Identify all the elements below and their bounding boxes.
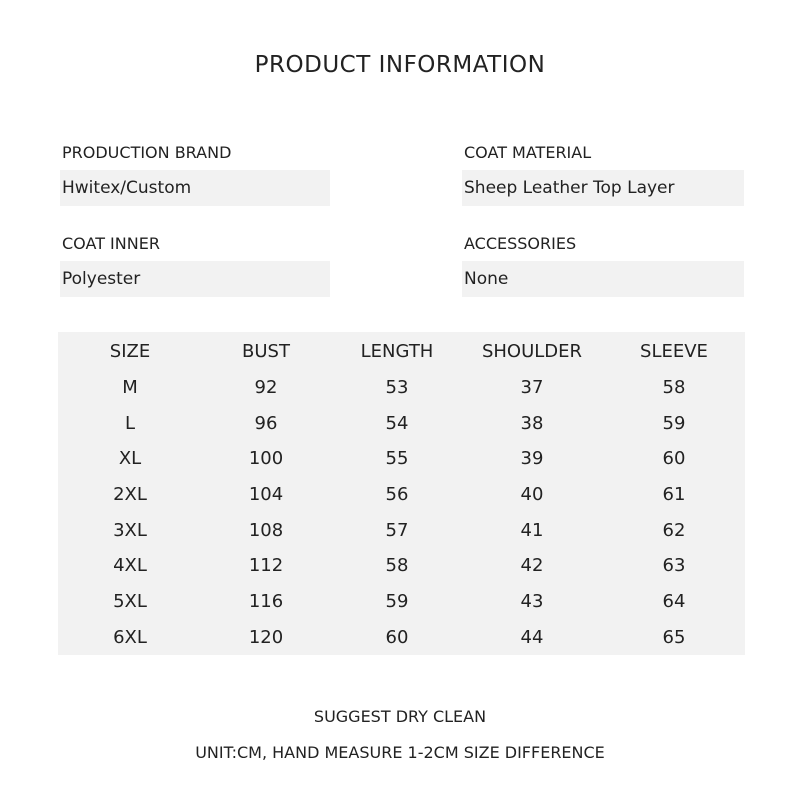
production-brand-label: PRODUCTION BRAND	[62, 143, 232, 162]
care-instruction: SUGGEST DRY CLEAN	[313, 707, 487, 726]
bust-cell: 96	[254, 413, 278, 434]
size-cell: L	[124, 413, 136, 434]
table-row	[58, 584, 745, 620]
shoulder-cell: 37	[520, 377, 544, 398]
length-cell: 60	[385, 627, 409, 648]
table-row	[58, 548, 745, 584]
length-cell: 54	[385, 413, 409, 434]
size-cell: XL	[118, 448, 142, 469]
size-cell: 3XL	[113, 520, 147, 541]
sleeve-cell: 60	[662, 448, 686, 469]
sleeve-cell: 63	[662, 555, 686, 576]
bust-cell: 112	[248, 555, 284, 576]
header-shoulder: SHOULDER	[481, 341, 583, 362]
size-cell: M	[122, 377, 138, 398]
page-title: PRODUCT INFORMATION	[254, 52, 546, 78]
header-bust: BUST	[242, 341, 290, 362]
shoulder-cell: 38	[520, 413, 544, 434]
table-row	[58, 406, 745, 442]
header-size: SIZE	[109, 341, 151, 362]
length-cell: 58	[385, 555, 409, 576]
length-cell: 59	[385, 591, 409, 612]
table-row	[58, 620, 745, 656]
bust-cell: 92	[254, 377, 278, 398]
coat-material-label: COAT MATERIAL	[464, 143, 592, 162]
table-row	[58, 513, 745, 549]
shoulder-cell: 41	[520, 520, 544, 541]
sleeve-cell: 62	[662, 520, 686, 541]
sleeve-cell: 64	[662, 591, 686, 612]
bust-cell: 104	[248, 484, 284, 505]
size-cell: 5XL	[113, 591, 147, 612]
sleeve-cell: 65	[662, 627, 686, 648]
table-header-row	[58, 334, 745, 370]
length-cell: 55	[385, 448, 409, 469]
accessories-value: None	[462, 261, 744, 297]
bust-cell: 120	[248, 627, 284, 648]
shoulder-cell: 39	[520, 448, 544, 469]
coat-inner-label: COAT INNER	[62, 234, 160, 253]
bust-cell: 108	[248, 520, 284, 541]
bust-cell: 100	[248, 448, 284, 469]
length-cell: 57	[385, 520, 409, 541]
shoulder-cell: 40	[520, 484, 544, 505]
shoulder-cell: 43	[520, 591, 544, 612]
production-brand-field	[60, 143, 330, 206]
shoulder-cell: 42	[520, 555, 544, 576]
size-cell: 2XL	[113, 484, 147, 505]
shoulder-cell: 44	[520, 627, 544, 648]
accessories-field	[462, 234, 744, 297]
header-length: LENGTH	[360, 341, 434, 362]
sleeve-cell: 59	[662, 413, 686, 434]
size-cell: 4XL	[113, 555, 147, 576]
table-row	[58, 441, 745, 477]
table-row	[58, 477, 745, 513]
accessories-label: ACCESSORIES	[464, 234, 577, 253]
size-chart-table	[58, 332, 745, 655]
coat-material-field	[462, 143, 744, 206]
size-cell: 6XL	[113, 627, 147, 648]
coat-inner-field	[60, 234, 330, 297]
coat-material-value: Sheep Leather Top Layer	[462, 170, 744, 206]
table-row	[58, 370, 745, 406]
production-brand-value: Hwitex/Custom	[60, 170, 330, 206]
bust-cell: 116	[248, 591, 284, 612]
sleeve-cell: 61	[662, 484, 686, 505]
coat-inner-value: Polyester	[60, 261, 330, 297]
unit-note: UNIT:CM, HAND MEASURE 1-2CM SIZE DIFFERENCE	[195, 743, 605, 762]
length-cell: 53	[385, 377, 409, 398]
sleeve-cell: 58	[662, 377, 686, 398]
header-sleeve: SLEEVE	[640, 341, 708, 362]
length-cell: 56	[385, 484, 409, 505]
